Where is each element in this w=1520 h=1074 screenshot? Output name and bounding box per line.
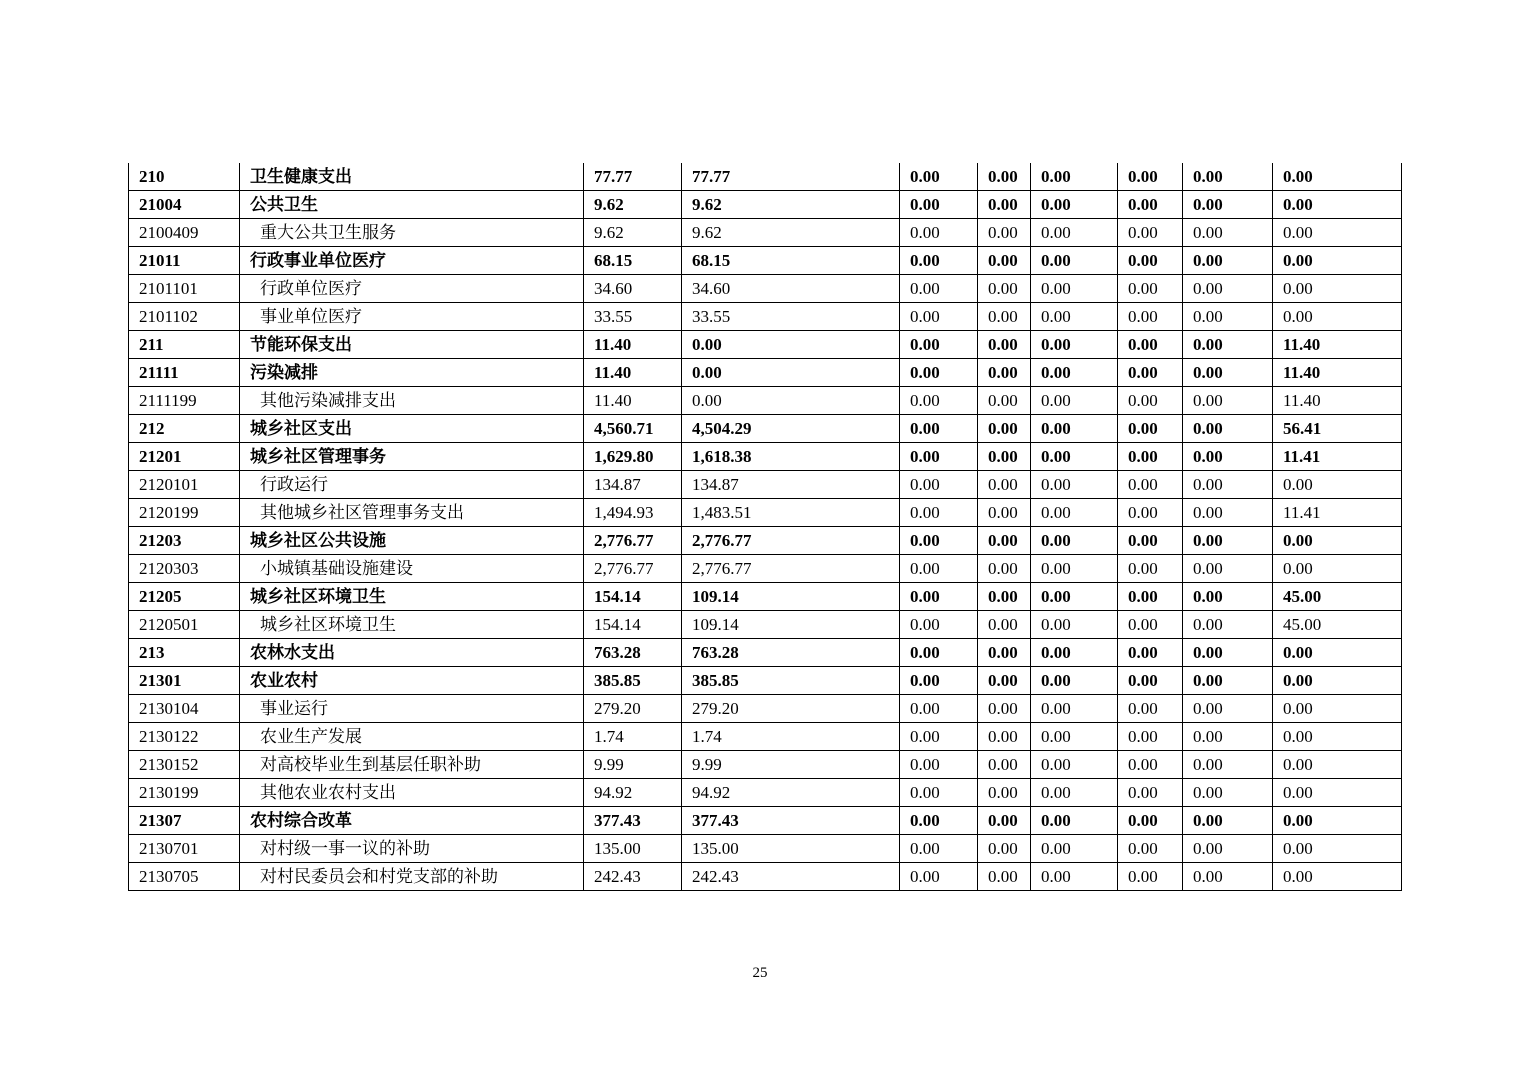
subject-name-cell: 事业单位医疗 [240,303,584,331]
subject-name-cell: 行政运行 [240,471,584,499]
amount-cell: 0.00 [1118,163,1183,191]
subject-code-cell: 2130701 [129,835,240,863]
amount-cell: 1.74 [584,723,682,751]
table-row [129,415,1402,443]
amount-cell: 0.00 [1118,863,1183,891]
amount-cell: 0.00 [978,639,1031,667]
amount-cell: 0.00 [978,555,1031,583]
amount-cell: 0.00 [1183,667,1273,695]
amount-cell: 0.00 [900,667,978,695]
amount-cell: 0.00 [1031,723,1118,751]
amount-cell: 11.40 [1273,387,1402,415]
amount-cell: 0.00 [1118,219,1183,247]
subject-name-cell: 小城镇基础设施建设 [240,555,584,583]
subject-name-cell: 城乡社区环境卫生 [240,583,584,611]
amount-cell: 0.00 [1118,331,1183,359]
amount-cell: 34.60 [584,275,682,303]
amount-cell: 0.00 [1031,611,1118,639]
amount-cell: 0.00 [1118,695,1183,723]
amount-cell: 0.00 [900,415,978,443]
subject-name-cell: 节能环保支出 [240,331,584,359]
table-row [129,443,1402,471]
amount-cell: 0.00 [1118,359,1183,387]
amount-cell: 0.00 [1273,219,1402,247]
amount-cell: 0.00 [1031,583,1118,611]
subject-code-cell: 2120199 [129,499,240,527]
amount-cell: 0.00 [978,583,1031,611]
amount-cell: 0.00 [900,527,978,555]
amount-cell: 0.00 [1273,695,1402,723]
amount-cell: 0.00 [1031,695,1118,723]
amount-cell: 11.40 [584,331,682,359]
amount-cell: 0.00 [1031,835,1118,863]
subject-name-cell: 农林水支出 [240,639,584,667]
amount-cell: 45.00 [1273,583,1402,611]
amount-cell: 0.00 [900,723,978,751]
amount-cell: 0.00 [1118,751,1183,779]
subject-name-cell: 城乡社区管理事务 [240,443,584,471]
amount-cell: 11.40 [1273,359,1402,387]
amount-cell: 0.00 [978,443,1031,471]
amount-cell: 4,504.29 [682,415,900,443]
amount-cell: 0.00 [1031,751,1118,779]
amount-cell: 0.00 [1031,303,1118,331]
amount-cell: 34.60 [682,275,900,303]
amount-cell: 1.74 [682,723,900,751]
amount-cell: 0.00 [978,751,1031,779]
amount-cell: 0.00 [1031,163,1118,191]
subject-code-cell: 2120101 [129,471,240,499]
subject-name-cell: 其他城乡社区管理事务支出 [240,499,584,527]
subject-name-cell: 农村综合改革 [240,807,584,835]
amount-cell: 242.43 [682,863,900,891]
amount-cell: 109.14 [682,583,900,611]
amount-cell: 4,560.71 [584,415,682,443]
amount-cell: 0.00 [1031,219,1118,247]
amount-cell: 0.00 [900,191,978,219]
amount-cell: 0.00 [1183,695,1273,723]
table-row [129,303,1402,331]
table-row [129,863,1402,891]
subject-code-cell: 21205 [129,583,240,611]
table-row [129,555,1402,583]
amount-cell: 9.99 [584,751,682,779]
amount-cell: 0.00 [682,359,900,387]
amount-cell: 0.00 [1118,723,1183,751]
amount-cell: 0.00 [1118,275,1183,303]
amount-cell: 68.15 [682,247,900,275]
amount-cell: 0.00 [1183,499,1273,527]
amount-cell: 9.62 [682,191,900,219]
amount-cell: 0.00 [1183,247,1273,275]
amount-cell: 0.00 [1183,275,1273,303]
amount-cell: 0.00 [1183,583,1273,611]
amount-cell: 0.00 [978,667,1031,695]
amount-cell: 0.00 [900,275,978,303]
subject-name-cell: 对村民委员会和村党支部的补助 [240,863,584,891]
amount-cell: 0.00 [978,275,1031,303]
amount-cell: 0.00 [900,779,978,807]
amount-cell: 0.00 [1118,611,1183,639]
table-row [129,779,1402,807]
amount-cell: 0.00 [1183,723,1273,751]
amount-cell: 0.00 [1273,667,1402,695]
subject-code-cell: 21203 [129,527,240,555]
page-number: 25 [752,965,768,981]
budget-table [128,163,1402,891]
amount-cell: 0.00 [1183,639,1273,667]
amount-cell: 0.00 [900,695,978,723]
amount-cell: 0.00 [978,807,1031,835]
amount-cell: 0.00 [1183,191,1273,219]
amount-cell: 0.00 [900,163,978,191]
amount-cell: 0.00 [1183,331,1273,359]
amount-cell: 135.00 [584,835,682,863]
amount-cell: 0.00 [1118,471,1183,499]
amount-cell: 0.00 [1183,443,1273,471]
amount-cell: 0.00 [1183,163,1273,191]
subject-code-cell: 211 [129,331,240,359]
amount-cell: 0.00 [978,415,1031,443]
amount-cell: 0.00 [1118,779,1183,807]
amount-cell: 109.14 [682,611,900,639]
amount-cell: 2,776.77 [584,527,682,555]
amount-cell: 0.00 [978,499,1031,527]
amount-cell: 0.00 [1183,807,1273,835]
amount-cell: 0.00 [1273,723,1402,751]
amount-cell: 11.40 [584,359,682,387]
amount-cell: 11.40 [1273,331,1402,359]
amount-cell: 0.00 [978,779,1031,807]
amount-cell: 0.00 [978,527,1031,555]
table-row [129,331,1402,359]
amount-cell: 0.00 [900,219,978,247]
amount-cell: 94.92 [682,779,900,807]
table-row [129,163,1402,191]
amount-cell: 0.00 [900,555,978,583]
amount-cell: 9.62 [682,219,900,247]
amount-cell: 134.87 [584,471,682,499]
subject-code-cell: 21301 [129,667,240,695]
amount-cell: 0.00 [1118,191,1183,219]
amount-cell: 0.00 [1118,583,1183,611]
subject-name-cell: 事业运行 [240,695,584,723]
subject-name-cell: 城乡社区支出 [240,415,584,443]
amount-cell: 0.00 [900,835,978,863]
amount-cell: 0.00 [978,163,1031,191]
amount-cell: 0.00 [900,639,978,667]
amount-cell: 0.00 [978,387,1031,415]
subject-code-cell: 2130199 [129,779,240,807]
amount-cell: 0.00 [1031,527,1118,555]
subject-code-cell: 2100409 [129,219,240,247]
amount-cell: 763.28 [682,639,900,667]
amount-cell: 77.77 [682,163,900,191]
amount-cell: 9.99 [682,751,900,779]
amount-cell: 0.00 [1118,527,1183,555]
subject-code-cell: 21307 [129,807,240,835]
amount-cell: 0.00 [1183,555,1273,583]
amount-cell: 0.00 [900,443,978,471]
amount-cell: 0.00 [1273,807,1402,835]
amount-cell: 0.00 [900,331,978,359]
amount-cell: 56.41 [1273,415,1402,443]
amount-cell: 0.00 [1273,779,1402,807]
amount-cell: 0.00 [900,583,978,611]
amount-cell: 0.00 [978,191,1031,219]
amount-cell: 377.43 [682,807,900,835]
amount-cell: 0.00 [1031,275,1118,303]
subject-name-cell: 卫生健康支出 [240,163,584,191]
table-row [129,247,1402,275]
amount-cell: 0.00 [1273,751,1402,779]
amount-cell: 0.00 [1273,835,1402,863]
amount-cell: 0.00 [1118,555,1183,583]
subject-code-cell: 2130122 [129,723,240,751]
amount-cell: 9.62 [584,219,682,247]
amount-cell: 0.00 [1273,555,1402,583]
amount-cell: 1,629.80 [584,443,682,471]
amount-cell: 0.00 [1273,163,1402,191]
subject-name-cell: 污染减排 [240,359,584,387]
subject-code-cell: 2130152 [129,751,240,779]
amount-cell: 33.55 [584,303,682,331]
subject-code-cell: 2130104 [129,695,240,723]
subject-code-cell: 212 [129,415,240,443]
table-row [129,219,1402,247]
amount-cell: 0.00 [1183,527,1273,555]
amount-cell: 0.00 [978,863,1031,891]
amount-cell: 0.00 [978,835,1031,863]
table-row [129,527,1402,555]
subject-code-cell: 21201 [129,443,240,471]
amount-cell: 0.00 [1031,779,1118,807]
amount-cell: 0.00 [1273,527,1402,555]
amount-cell: 0.00 [978,611,1031,639]
amount-cell: 68.15 [584,247,682,275]
amount-cell: 279.20 [682,695,900,723]
table-body [129,163,1402,891]
amount-cell: 0.00 [978,247,1031,275]
amount-cell: 1,618.38 [682,443,900,471]
amount-cell: 0.00 [1183,387,1273,415]
amount-cell: 0.00 [1183,751,1273,779]
subject-code-cell: 2130705 [129,863,240,891]
subject-name-cell: 重大公共卫生服务 [240,219,584,247]
amount-cell: 0.00 [900,387,978,415]
amount-cell: 2,776.77 [682,555,900,583]
table-row [129,583,1402,611]
amount-cell: 2,776.77 [584,555,682,583]
subject-code-cell: 213 [129,639,240,667]
amount-cell: 0.00 [978,359,1031,387]
subject-name-cell: 对高校毕业生到基层任职补助 [240,751,584,779]
subject-code-cell: 2120303 [129,555,240,583]
amount-cell: 0.00 [978,331,1031,359]
amount-cell: 0.00 [1183,415,1273,443]
amount-cell: 1,483.51 [682,499,900,527]
subject-name-cell: 公共卫生 [240,191,584,219]
subject-name-cell: 行政单位医疗 [240,275,584,303]
amount-cell: 154.14 [584,583,682,611]
amount-cell: 0.00 [1183,611,1273,639]
amount-cell: 0.00 [1273,471,1402,499]
amount-cell: 0.00 [900,611,978,639]
amount-cell: 11.40 [584,387,682,415]
subject-code-cell: 21111 [129,359,240,387]
table-row [129,471,1402,499]
amount-cell: 385.85 [682,667,900,695]
table-row [129,359,1402,387]
subject-name-cell: 其他农业农村支出 [240,779,584,807]
table-row [129,723,1402,751]
amount-cell: 0.00 [1183,471,1273,499]
amount-cell: 279.20 [584,695,682,723]
amount-cell: 0.00 [978,695,1031,723]
table-row [129,611,1402,639]
subject-code-cell: 210 [129,163,240,191]
amount-cell: 0.00 [1031,443,1118,471]
subject-name-cell: 农业生产发展 [240,723,584,751]
amount-cell: 0.00 [900,807,978,835]
amount-cell: 0.00 [900,751,978,779]
amount-cell: 33.55 [682,303,900,331]
amount-cell: 377.43 [584,807,682,835]
amount-cell: 0.00 [1118,499,1183,527]
amount-cell: 0.00 [1118,443,1183,471]
subject-code-cell: 21004 [129,191,240,219]
subject-code-cell: 2120501 [129,611,240,639]
amount-cell: 0.00 [1031,639,1118,667]
amount-cell: 154.14 [584,611,682,639]
amount-cell: 0.00 [1031,387,1118,415]
amount-cell: 11.41 [1273,499,1402,527]
amount-cell: 0.00 [1031,863,1118,891]
amount-cell: 0.00 [1273,863,1402,891]
amount-cell: 0.00 [1031,471,1118,499]
amount-cell: 0.00 [900,499,978,527]
amount-cell: 134.87 [682,471,900,499]
table-row [129,807,1402,835]
amount-cell: 135.00 [682,835,900,863]
amount-cell: 242.43 [584,863,682,891]
amount-cell: 9.62 [584,191,682,219]
amount-cell: 2,776.77 [682,527,900,555]
amount-cell: 0.00 [1273,247,1402,275]
amount-cell: 0.00 [978,723,1031,751]
amount-cell: 0.00 [1183,303,1273,331]
table-row [129,667,1402,695]
amount-cell: 0.00 [682,387,900,415]
amount-cell: 0.00 [1118,639,1183,667]
amount-cell: 0.00 [1118,807,1183,835]
amount-cell: 0.00 [1031,359,1118,387]
amount-cell: 45.00 [1273,611,1402,639]
amount-cell: 0.00 [900,247,978,275]
table-row [129,751,1402,779]
amount-cell: 0.00 [1031,555,1118,583]
amount-cell: 0.00 [900,303,978,331]
amount-cell: 0.00 [1273,275,1402,303]
amount-cell: 0.00 [1118,667,1183,695]
amount-cell: 0.00 [978,219,1031,247]
amount-cell: 0.00 [1031,247,1118,275]
amount-cell: 0.00 [1183,359,1273,387]
amount-cell: 0.00 [1031,415,1118,443]
amount-cell: 0.00 [1031,807,1118,835]
amount-cell: 1,494.93 [584,499,682,527]
amount-cell: 0.00 [1118,415,1183,443]
amount-cell: 0.00 [1273,639,1402,667]
amount-cell: 0.00 [900,471,978,499]
amount-cell: 0.00 [1031,499,1118,527]
amount-cell: 11.41 [1273,443,1402,471]
amount-cell: 0.00 [1118,303,1183,331]
amount-cell: 0.00 [1118,387,1183,415]
amount-cell: 0.00 [900,359,978,387]
amount-cell: 0.00 [682,331,900,359]
subject-name-cell: 对村级一事一议的补助 [240,835,584,863]
amount-cell: 0.00 [1118,247,1183,275]
table-row [129,275,1402,303]
table-row [129,695,1402,723]
amount-cell: 0.00 [900,863,978,891]
amount-cell: 0.00 [1183,219,1273,247]
amount-cell: 0.00 [1183,835,1273,863]
subject-name-cell: 城乡社区环境卫生 [240,611,584,639]
amount-cell: 0.00 [978,471,1031,499]
amount-cell: 0.00 [978,303,1031,331]
subject-name-cell: 行政事业单位医疗 [240,247,584,275]
amount-cell: 0.00 [1031,331,1118,359]
table-row [129,191,1402,219]
amount-cell: 77.77 [584,163,682,191]
amount-cell: 0.00 [1118,835,1183,863]
subject-code-cell: 2101101 [129,275,240,303]
amount-cell: 763.28 [584,639,682,667]
subject-name-cell: 农业农村 [240,667,584,695]
table-row [129,639,1402,667]
amount-cell: 0.00 [1183,779,1273,807]
subject-code-cell: 2111199 [129,387,240,415]
amount-cell: 0.00 [1273,191,1402,219]
subject-name-cell: 城乡社区公共设施 [240,527,584,555]
amount-cell: 94.92 [584,779,682,807]
subject-name-cell: 其他污染减排支出 [240,387,584,415]
amount-cell: 0.00 [1031,191,1118,219]
amount-cell: 0.00 [1183,863,1273,891]
subject-code-cell: 21011 [129,247,240,275]
amount-cell: 0.00 [1031,667,1118,695]
subject-code-cell: 2101102 [129,303,240,331]
amount-cell: 385.85 [584,667,682,695]
table-row [129,499,1402,527]
amount-cell: 0.00 [1273,303,1402,331]
table-row [129,835,1402,863]
table-row [129,387,1402,415]
